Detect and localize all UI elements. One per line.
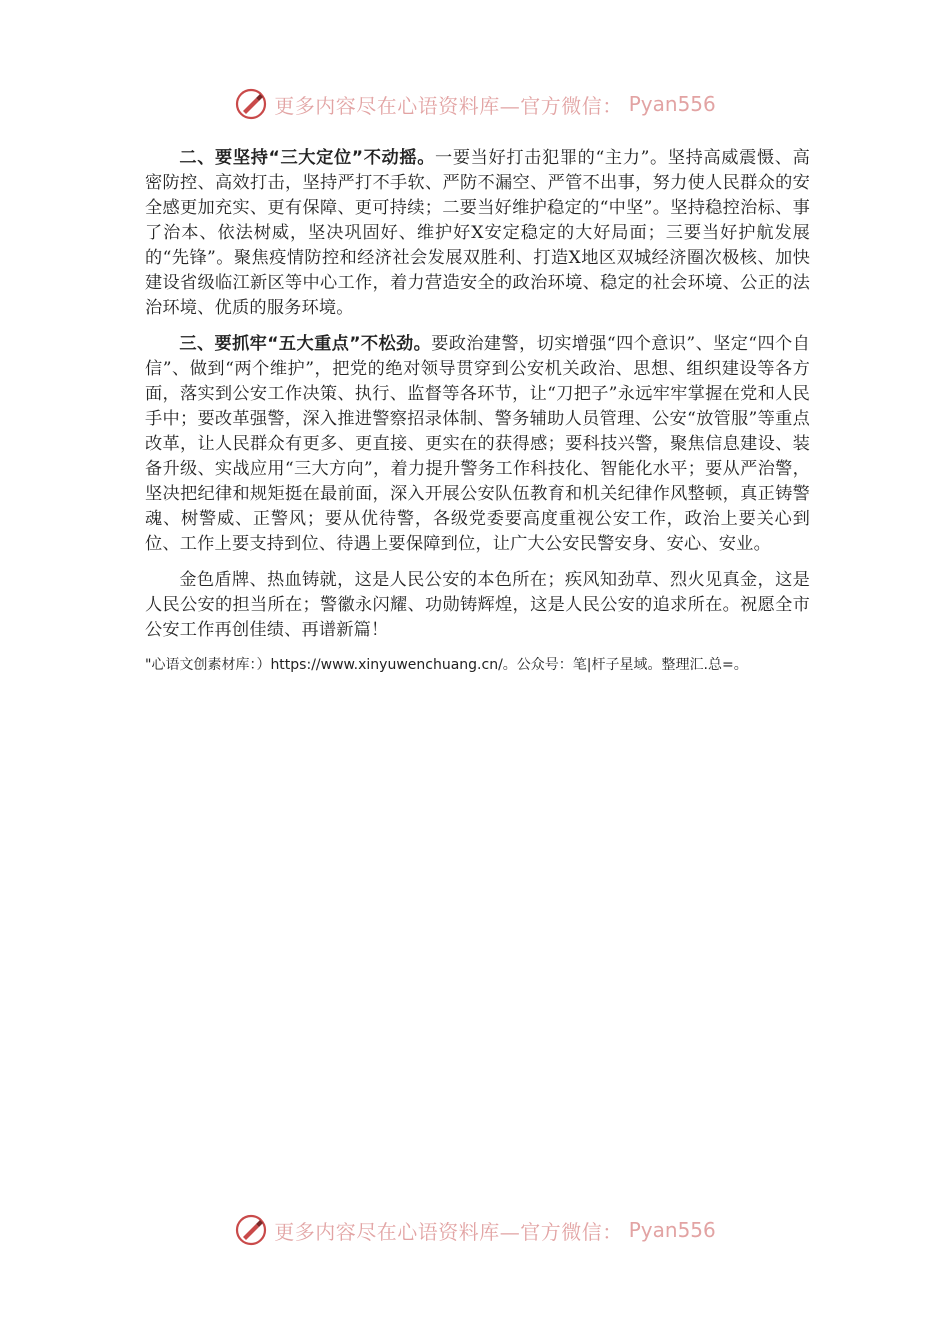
pen-logo-icon [234,1213,268,1247]
paragraph-text: 一要当好打击犯罪的“主力”。坚持高威震慑、高密防控、高效打击，坚持严打不手软、严防不漏空、严管不出事，努力使人民群众的安全感更加充实、更有保障、更可持续；二要当好维护稳定的“中坚”。坚持稳控治标、事了治本、依法树威，坚决巩固好、维护好X安定稳定的大好局面；三要当好护航发展的“先锋”。聚焦疫情防控和经济社会发展双胜利、打造X地区双城经济圈次极核、加快建设省级临江新区等中心工作，着力营造安全的政治环境、稳定的社会环境、公正的法治环境、优质的服务环境。 [145,148,810,318]
watermark-text: 更多内容尽在心语资料库—官方微信： [274,93,623,118]
watermark-wechat-id: Pyan556 [628,1218,716,1242]
paragraph-closing [145,568,810,643]
paragraph-heading: 三、要抓牢“五大重点”不松劲。 [179,334,432,354]
paragraph-text: 要政治建警，切实增强“四个意识”、坚定“四个自信”、做到“两个维护”，把党的绝对领导贯穿到公安机关政治、思想、组织建设等各方面，落实到公安工作决策、执行、监督等各环节，让“刀把子”永远牢牢掌握在党和人民手中；要改革强警，深入推进警察招录体制、警务辅助人员管理、公安“放管服”等重点改革，让人民群众有更多、更直接、更实在的获得感；要科技兴警，聚焦信息建设、装备升级、实战应用“三大方向”，着力提升警务工作科技化、智能化水平；要从严治警，坚决把纪律和规矩挺在最前面，深入开展公安队伍教育和机关纪律作风整顿，真正铸警魂、树警威、正警风；要从优待警，各级党委要高度重视公安工作，政治上要关心到位、工作上要支持到位、待遇上要保障到位，让广大公安民警安身、安心、安业。 [145,334,810,554]
watermark-text: 更多内容尽在心语资料库—官方微信： [274,1219,623,1244]
paragraph-heading: 二、要坚持“三大定位”不动摇。 [179,148,436,168]
paragraph-text: 金色盾牌、热血铸就，这是人民公安的本色所在；疾风知劲草、烈火见真金，这是人民公安的担当所在；警徽永闪耀、功勋铸辉煌，这是人民公安的追求所在。祝愿全市公安工作再创佳绩、再谱新篇！ [145,570,810,640]
source-footer-line: "心语文创素材库：）https://www.xinyuwenchuang.cn/。公众号：笔|杆子星域。整理汇.总=。 [145,657,748,673]
document-body [145,146,810,676]
watermark-wechat-id: Pyan556 [628,92,716,116]
paragraph-three-positions [145,146,810,321]
paragraph-five-priorities [145,332,810,557]
pen-logo-icon [234,87,268,121]
watermark-footer [0,1210,950,1250]
watermark-header [0,84,950,124]
